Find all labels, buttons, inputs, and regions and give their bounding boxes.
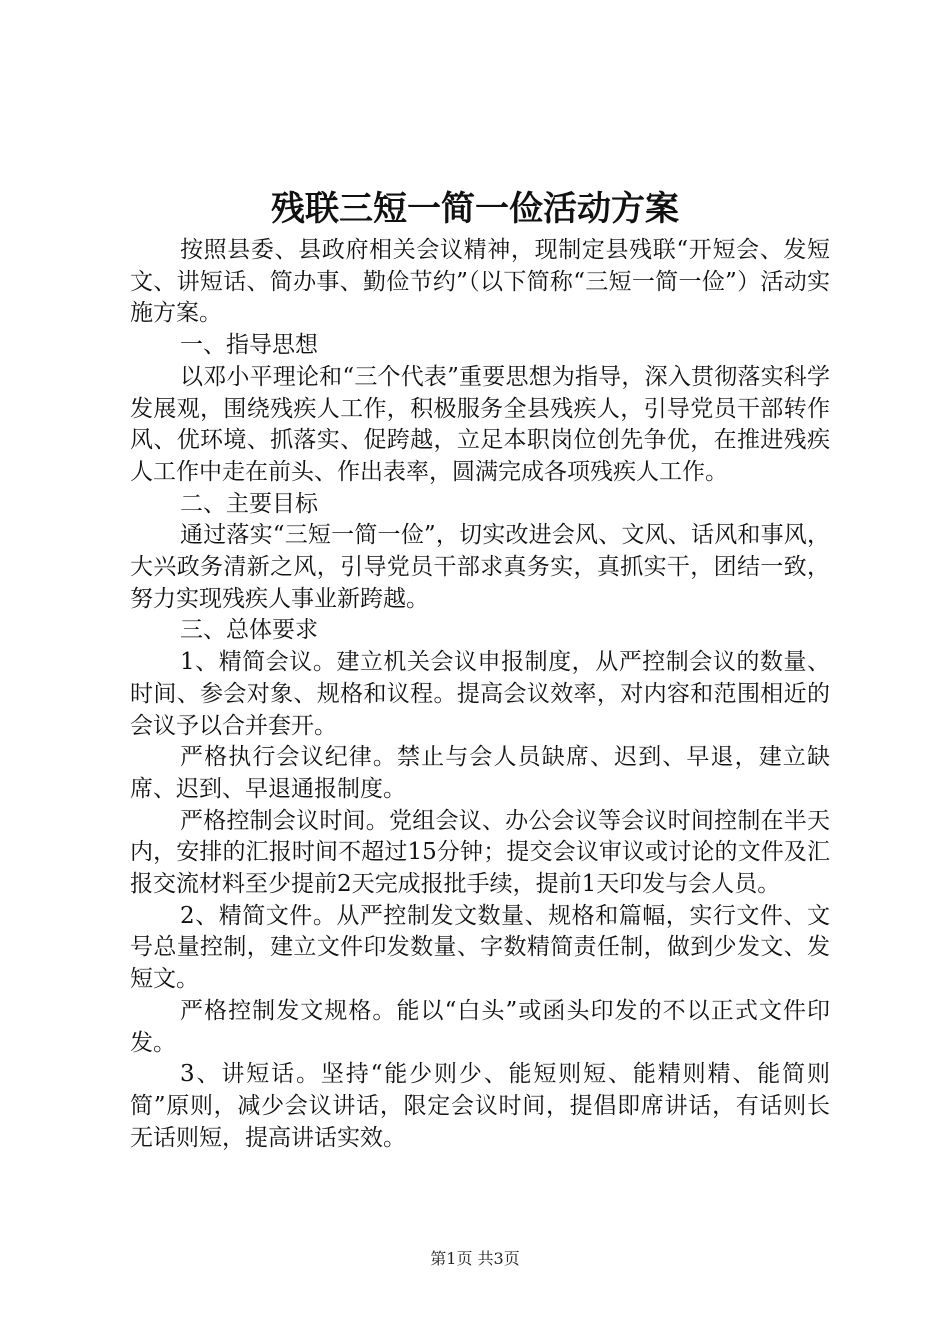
page-number-footer: 第1页 共3页: [430, 1249, 520, 1268]
paragraph-short-speeches: 3、讲短话。坚持“能少则少、能短则短、能精则精、能简则简”原则，减少会议讲话，限定会议时间，提倡即席讲话，有话则长无话则短，提高讲话实效。: [130, 1061, 830, 1151]
document-title: 残联三短一简一俭活动方案: [271, 189, 679, 229]
paragraph-main-goals: 通过落实“三短一简一俭”，切实改进会风、文风、话风和事风，大兴政务清新之风，引导党员干部求真务实，真抓实干，团结一致，努力实现残疾人事业新跨越。: [130, 522, 830, 612]
paragraph-guiding-ideology: 以邓小平理论和“三个代表”重要思想为指导，深入贯彻落实科学发展观，围绕残疾人工作，积极服务全县残疾人，引导党员干部转作风、优环境、抓落实、促跨越，立足本职岗位创先争优，在推进残疾人工作中走在前头、作出表率，圆满完成各项残疾人工作。: [130, 363, 830, 485]
paragraph-streamline-meetings: 1、精简会议。建立机关会议申报制度，从严控制会议的数量、时间、参会对象、规格和议程。提高会议效率，对内容和范围相近的会议予以合并套开。: [130, 649, 830, 739]
paragraph-document-specs: 严格控制发文规格。能以“白头”或函头印发的不以正式文件印发。: [130, 997, 830, 1056]
section-heading-guiding-ideology: 一、指导思想: [180, 332, 318, 359]
paragraph-meeting-discipline: 严格执行会议纪律。禁止与会人员缺席、迟到、早退，建立缺席、迟到、早退通报制度。: [130, 744, 830, 802]
paragraph-streamline-documents: 2、精简文件。从严控制发文数量、规格和篇幅，实行文件、文号总量控制，建立文件印发数量、字数精简责任制，做到少发文、发短文。: [130, 902, 830, 993]
section-heading-main-goals: 二、主要目标: [180, 490, 318, 517]
section-heading-overall-requirements: 三、总体要求: [180, 617, 318, 644]
document-body: [130, 235, 830, 1154]
paragraph-meeting-time: 严格控制会议时间。党组会议、办公会议等会议时间控制在半天内，安排的汇报时间不超过15分钟；提交会议审议或讨论的文件及汇报交流材料至少提前2天完成报批手续，提前1天印发与会人员。: [130, 807, 830, 898]
paragraph-intro: 按照县委、县政府相关会议精神，现制定县残联“开短会、发短文、讲短话、简办事、勤俭节约”（以下简称“三短一简一俭”）活动实施方案。: [130, 237, 830, 327]
